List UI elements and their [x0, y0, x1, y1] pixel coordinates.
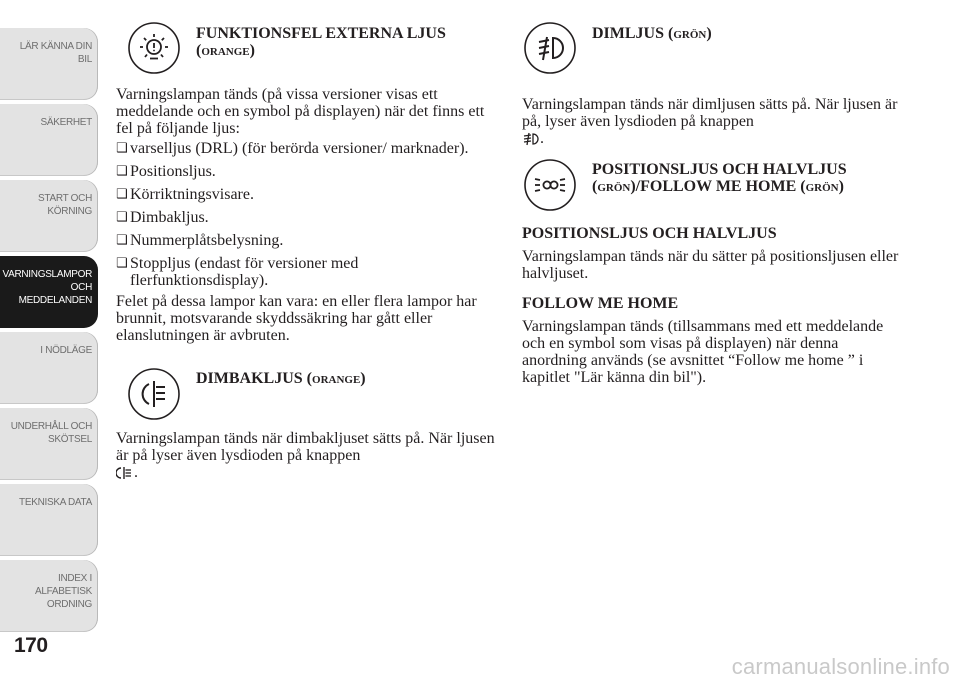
front-fog-header [512, 20, 906, 76]
list-item: ❑ Dimbakljus. [116, 209, 500, 226]
tab-index[interactable] [0, 560, 98, 632]
position-lights-subheading: POSITIONSLJUS OCH HALVLJUS [522, 225, 777, 242]
front-fog-light-icon [522, 20, 578, 76]
position-lights-heading [592, 161, 847, 195]
front-fog-text-body: Varningslampan tänds när dimljusen sätts på. När ljusen är på, lyser även lysdioden på knappen [522, 96, 898, 130]
exterior-light-fault-icon [126, 20, 182, 76]
tab-label: I NÖDLÄGE [40, 345, 92, 356]
tab-start-och-korning[interactable] [0, 180, 98, 252]
rear-fog-header [116, 366, 500, 422]
sentence-end: . [540, 130, 544, 147]
tab-label: VARNINGSLAMPOR OCH MEDDELANDEN [2, 269, 92, 306]
follow-me-home-subheading: FOLLOW ME HOME [522, 295, 679, 312]
sentence-end: . [134, 464, 138, 481]
rear-fog-text-body: Varningslampan tänds när dimbakljuset sätts på. När ljusen är på lyser även lysdioden på knappen [116, 430, 495, 464]
rear-fog-heading: DIMBAKLJUS (orange) [196, 370, 366, 387]
watermark: carmanualsonline.info [731, 654, 950, 679]
exterior-light-fault-heading [196, 25, 446, 59]
position-lights-text: Varningslampan tänds när du sätter på positionsljusen eller halvljuset. [522, 248, 899, 282]
list-item: ❑ Nummerplåtsbelysning. [116, 232, 500, 249]
tab-label: SÄKERHET [40, 117, 92, 128]
faulty-lights-list [116, 140, 500, 289]
tab-label: UNDERHÅLL OCH SKÖTSEL [10, 421, 92, 445]
list-item: ❑ varselljus (DRL) (för berörda versioner/ marknader). [116, 140, 500, 157]
tab-varningslampor-och-meddelanden[interactable] [0, 256, 98, 328]
tab-lar-kanna-din-bil[interactable] [0, 28, 98, 100]
tab-tekniska-data[interactable] [0, 484, 98, 556]
left-column [116, 20, 500, 481]
heading-line: POSITIONSLJUS OCH HALVLJUS [592, 161, 847, 178]
front-fog-heading: DIMLJUS (grön) [592, 25, 712, 42]
tab-i-nodlage[interactable] [0, 332, 98, 404]
tab-label: INDEX I ALFABETISK ORDNING [34, 573, 92, 610]
heading-line: (orange) [196, 42, 255, 59]
tab-label: TEKNISKA DATA [19, 497, 92, 508]
page-number: 170 [14, 634, 48, 657]
exterior-light-intro: Varningslampan tänds (på vissa versioner visas ett meddelande och en symbol på displayen) när det finns ett fel på följande ljus: [116, 86, 485, 137]
heading-line: FUNKTIONSFEL EXTERNA LJUS [196, 25, 446, 42]
right-column [522, 20, 906, 386]
front-fog-text [522, 96, 906, 147]
tab-label: START OCH KÖRNING [38, 193, 92, 217]
tab-underhall-och-skotsel[interactable] [0, 408, 98, 480]
heading-line: (grön)/FOLLOW ME HOME (grön) [592, 178, 844, 195]
tab-label: LÄR KÄNNA DIN BIL [19, 41, 92, 65]
position-lights-header [512, 157, 906, 213]
rear-fog-text [116, 430, 500, 481]
list-item: ❑ Stoppljus (endast för versioner med flerfunktionsdisplay). [116, 255, 500, 289]
rear-fog-button-icon [116, 466, 134, 480]
front-fog-button-icon [522, 132, 540, 146]
rear-fog-light-icon [126, 366, 182, 422]
list-item: ❑ Positionsljus. [116, 163, 500, 180]
tab-sakerhet[interactable] [0, 104, 98, 176]
position-lights-icon [522, 157, 578, 213]
chapter-tabs [0, 0, 100, 640]
follow-me-home-text: Varningslampan tänds (tillsammans med ett meddelande och en symbol som visas på displayen) när denna anordning används (se avsnittet “Follow me home ” i kapitlet "Lär känna din bil"). [522, 318, 884, 386]
list-item: ❑ Körriktningsvisare. [116, 186, 500, 203]
exterior-light-outro: Felet på dessa lampor kan vara: en eller flera lampor har brunnit, motsvarande skyddssäkring har gått eller elanslutningen är avbruten. [116, 293, 477, 344]
exterior-light-fault-header [116, 20, 500, 76]
